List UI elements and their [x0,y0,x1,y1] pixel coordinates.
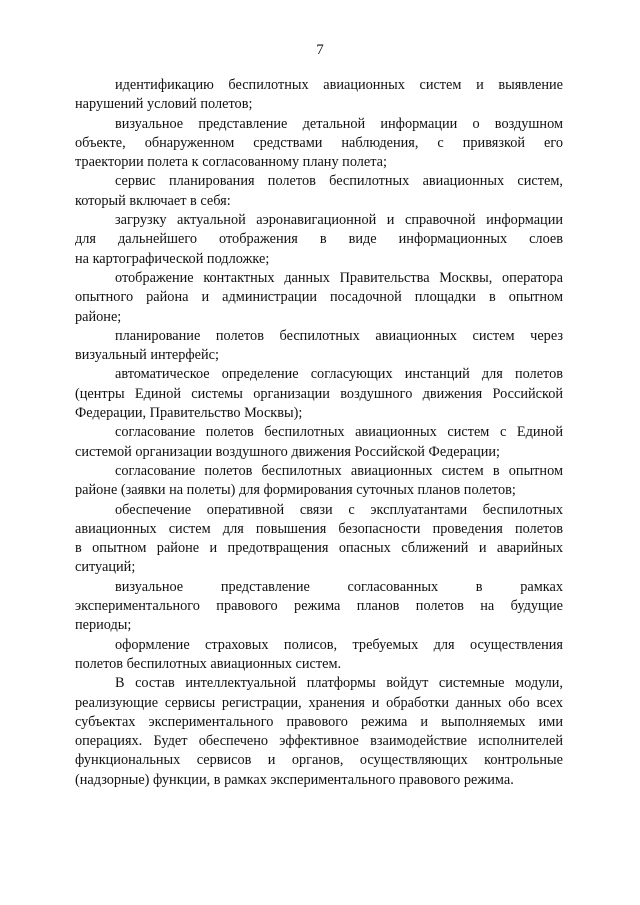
text-line: на картографической подложке; [75,250,270,267]
text-line: обеспечение оперативной связи с эксплуатантами беспилотных [115,501,563,518]
text-line: периоды; [75,617,132,634]
text-line: который включает в себя: [75,192,231,209]
paragraph [75,115,563,173]
paragraph [75,365,563,423]
text-line: (надзорные) функции, в рамках экспериментального правового режима. [75,771,514,788]
text-line: системой организации воздушного движения Российской Федерации; [75,443,501,460]
document-body [75,76,563,790]
text-line: согласование полетов беспилотных авиационных систем в опытном [115,462,563,479]
text-line: автоматическое определение согласующих инстанций для полетов [115,366,563,383]
text-line: оформление страховых полисов, требуемых для осуществления [115,636,563,653]
text-line: ситуаций; [75,559,136,576]
paragraph [75,76,563,115]
text-line: сервис планирования полетов беспилотных авиационных систем, [115,173,563,190]
text-line: загрузку актуальной аэронавигационной и справочной информации [115,212,563,229]
paragraph [75,462,563,501]
text-line: объекте, обнаруженном средствами наблюдения, с привязкой его [75,134,563,151]
paragraph [75,269,563,327]
text-line: авиационных систем для повышения безопасности проведения полетов [75,520,563,537]
text-line: визуальное представление детальной информации о воздушном [115,115,563,132]
text-line: согласование полетов беспилотных авиационных систем с Единой [115,424,563,441]
text-line: отображение контактных данных Правительства Москвы, оператора [115,269,563,286]
text-line: реализующие сервисы регистрации, хранения и обработки данных обо всех [75,694,563,711]
text-line: траектории полета к согласованному плану полета; [75,154,388,171]
text-line: операциях. Будет обеспечено эффективное взаимодействие исполнителей [75,733,563,750]
text-line: в опытном районе и предотвращения опасных сближений и аварийных [75,540,563,557]
text-line: районе (заявки на полеты) для формирования суточных планов полетов; [75,482,516,499]
text-line: полетов беспилотных авиационных систем. [75,655,342,672]
text-line: идентификацию беспилотных авиационных систем и выявление [115,77,563,93]
paragraph [75,674,563,790]
text-line: Федерации, Правительство Москвы); [75,405,303,422]
text-line: опытного района и администрации посадочной площадки в опытном [75,289,563,306]
text-line: субъектах экспериментального правового режима и выполняемых ими [75,713,563,730]
text-line: В состав интеллектуальной платформы войдут системные модули, [115,675,563,692]
paragraph [75,211,563,269]
text-line: визуальное представление согласованных в рамках [115,578,563,595]
text-line: для дальнейшего отображения в виде информационных слоев [75,231,563,248]
text-line: планирование полетов беспилотных авиационных систем через [115,327,563,344]
text-line: нарушений условий полетов; [75,96,253,113]
text-line: экспериментального правового режима планов полетов на будущие [75,598,563,615]
paragraph [75,501,563,578]
paragraph [75,327,563,366]
paragraph [75,172,563,211]
paragraph [75,636,563,675]
text-line: (центры Единой системы организации воздушного движения Российской [75,385,563,402]
text-line: функциональных сервисов и органов, осуществляющих контрольные [75,752,563,769]
text-line: визуальный интерфейс; [75,347,219,364]
text-line: районе; [75,308,122,325]
page-number: 7 [316,42,324,58]
paragraph [75,578,563,636]
paragraph [75,423,563,462]
